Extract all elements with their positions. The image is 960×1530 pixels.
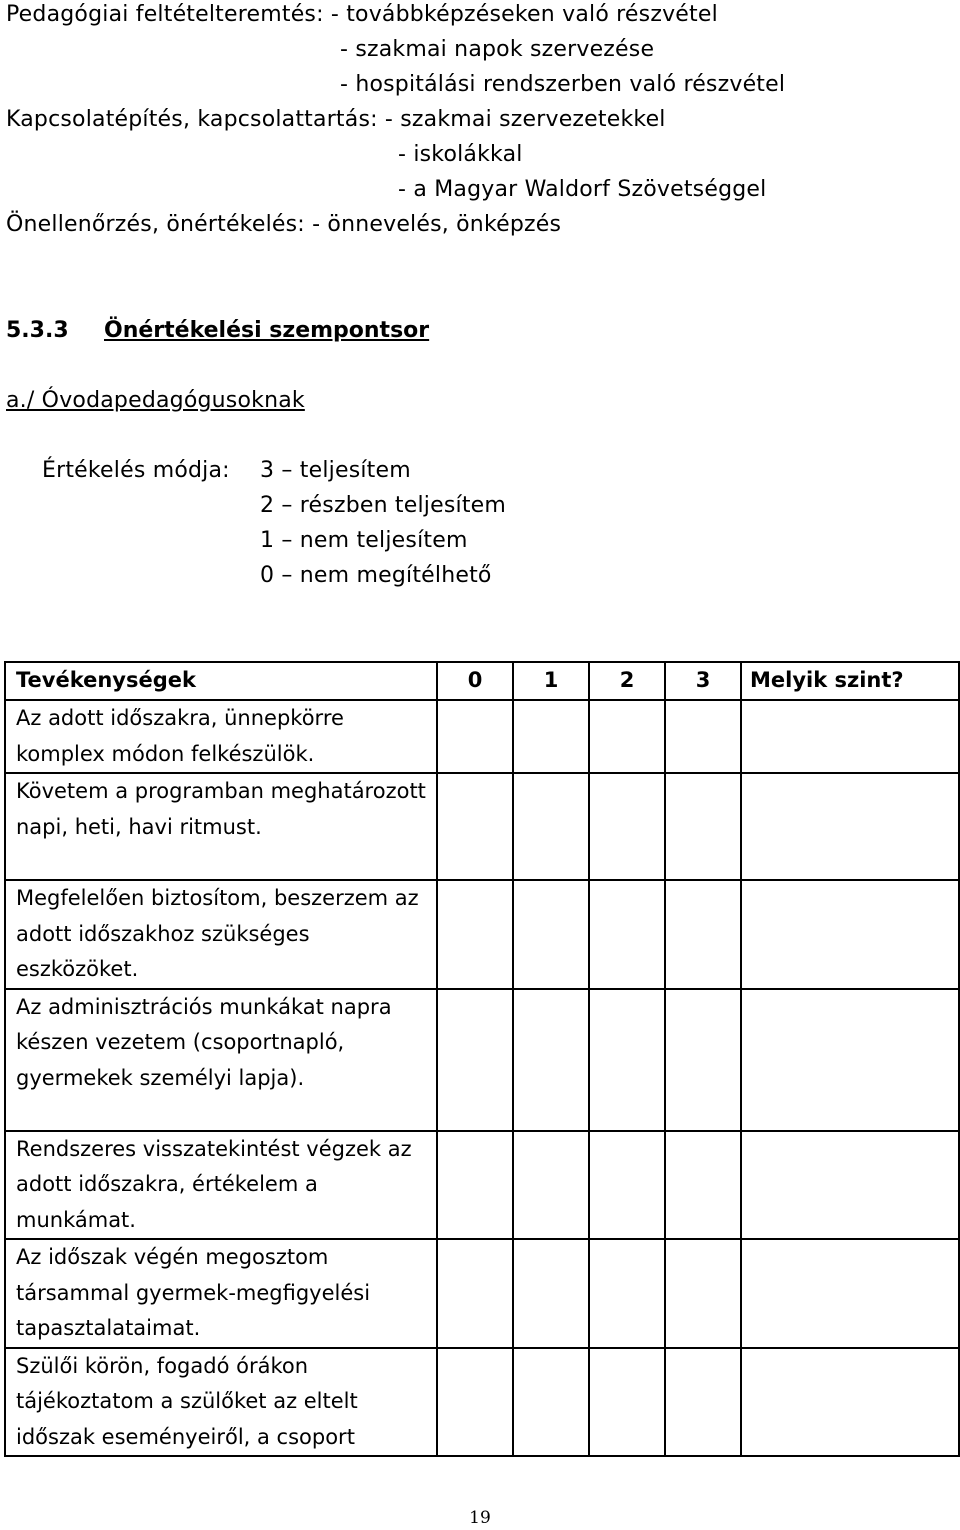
row-activity: Rendszeres visszatekintést végzek az adott időszakra, értékelem a munkámat. bbox=[5, 1131, 437, 1240]
table-row bbox=[5, 989, 959, 1131]
header-score-3: 3 bbox=[665, 662, 741, 700]
score-cell[interactable] bbox=[437, 880, 513, 989]
header-score-0: 0 bbox=[437, 662, 513, 700]
score-cell[interactable] bbox=[513, 1348, 589, 1457]
score-cell[interactable] bbox=[513, 989, 589, 1131]
score-cell[interactable] bbox=[665, 773, 741, 880]
scale-label: Értékelés módja: bbox=[42, 458, 230, 483]
section-number: 5.3.3 bbox=[6, 318, 69, 343]
score-cell[interactable] bbox=[437, 700, 513, 773]
score-cell[interactable] bbox=[589, 989, 665, 1131]
level-cell[interactable] bbox=[741, 700, 959, 773]
scale-item-3: 3 – teljesítem bbox=[260, 458, 411, 483]
table-row bbox=[5, 700, 959, 773]
score-cell[interactable] bbox=[437, 1348, 513, 1457]
score-cell[interactable] bbox=[589, 1348, 665, 1457]
score-cell[interactable] bbox=[437, 773, 513, 880]
header-score-2: 2 bbox=[589, 662, 665, 700]
score-cell[interactable] bbox=[589, 700, 665, 773]
score-cell[interactable] bbox=[437, 1239, 513, 1348]
score-cell[interactable] bbox=[665, 700, 741, 773]
text-line-kapcsolatepites: Kapcsolatépítés, kapcsolattartás: - szakmai szervezetekkel bbox=[6, 107, 666, 132]
score-cell[interactable] bbox=[437, 1131, 513, 1240]
header-melyik-szint: Melyik szint? bbox=[741, 662, 959, 700]
text-line-pedagogiai: Pedagógiai feltételteremtés: - továbbképzéseken való részvétel bbox=[6, 2, 718, 27]
score-cell[interactable] bbox=[665, 1239, 741, 1348]
level-cell[interactable] bbox=[741, 1239, 959, 1348]
row-activity: Megfelelően biztosítom, beszerzem az adott időszakhoz szükséges eszközöket. bbox=[5, 880, 437, 989]
section-title: Önértékelési szempontsor bbox=[104, 318, 430, 343]
level-cell[interactable] bbox=[741, 773, 959, 880]
score-cell[interactable] bbox=[513, 880, 589, 989]
score-cell[interactable] bbox=[513, 700, 589, 773]
scale-item-1: 1 – nem teljesítem bbox=[260, 528, 468, 553]
score-cell[interactable] bbox=[513, 773, 589, 880]
table-row bbox=[5, 1131, 959, 1240]
row-activity: Az adott időszakra, ünnepkörre komplex módon felkészülök. bbox=[5, 700, 437, 773]
score-cell[interactable] bbox=[589, 773, 665, 880]
score-cell[interactable] bbox=[513, 1131, 589, 1240]
score-cell[interactable] bbox=[665, 880, 741, 989]
subsection-label: a./ Óvodapedagógusoknak bbox=[6, 388, 305, 413]
text-line-waldorf: - a Magyar Waldorf Szövetséggel bbox=[398, 177, 767, 202]
row-activity: Az időszak végén megosztom társammal gyermek-megfigyelési tapasztalataimat. bbox=[5, 1239, 437, 1348]
score-cell[interactable] bbox=[665, 1131, 741, 1240]
text-line-onellenorzes: Önellenőrzés, önértékelés: - önnevelés, önképzés bbox=[6, 212, 562, 237]
table-header-row bbox=[5, 662, 959, 700]
text-line-hospitalasi: - hospitálási rendszerben való részvétel bbox=[340, 72, 786, 97]
row-activity: Követem a programban meghatározott napi, heti, havi ritmust. bbox=[5, 773, 437, 880]
header-score-1: 1 bbox=[513, 662, 589, 700]
score-cell[interactable] bbox=[589, 880, 665, 989]
table-row bbox=[5, 880, 959, 989]
text-line-iskolakkal: - iskolákkal bbox=[398, 142, 523, 167]
page-number: 19 bbox=[469, 1508, 491, 1528]
score-cell[interactable] bbox=[437, 989, 513, 1131]
text-line-szakmai-napok: - szakmai napok szervezése bbox=[340, 37, 655, 62]
level-cell[interactable] bbox=[741, 1348, 959, 1457]
scale-item-0: 0 – nem megítélhető bbox=[260, 563, 492, 588]
score-cell[interactable] bbox=[589, 1131, 665, 1240]
scale-item-2: 2 – részben teljesítem bbox=[260, 493, 507, 518]
level-cell[interactable] bbox=[741, 1131, 959, 1240]
score-cell[interactable] bbox=[665, 989, 741, 1131]
table-row bbox=[5, 1239, 959, 1348]
row-activity: Szülői körön, fogadó órákon tájékoztatom a szülőket az eltelt időszak eseményeiről, a csoport bbox=[5, 1348, 437, 1457]
row-activity: Az adminisztrációs munkákat napra készen vezetem (csoportnapló, gyermekek személyi lapja). bbox=[5, 989, 437, 1131]
score-cell[interactable] bbox=[513, 1239, 589, 1348]
score-cell[interactable] bbox=[665, 1348, 741, 1457]
table-row bbox=[5, 773, 959, 880]
score-cell[interactable] bbox=[589, 1239, 665, 1348]
level-cell[interactable] bbox=[741, 989, 959, 1131]
table-row bbox=[5, 1348, 959, 1457]
header-tevekenysegek: Tevékenységek bbox=[5, 662, 437, 700]
evaluation-table bbox=[4, 661, 960, 1457]
level-cell[interactable] bbox=[741, 880, 959, 989]
